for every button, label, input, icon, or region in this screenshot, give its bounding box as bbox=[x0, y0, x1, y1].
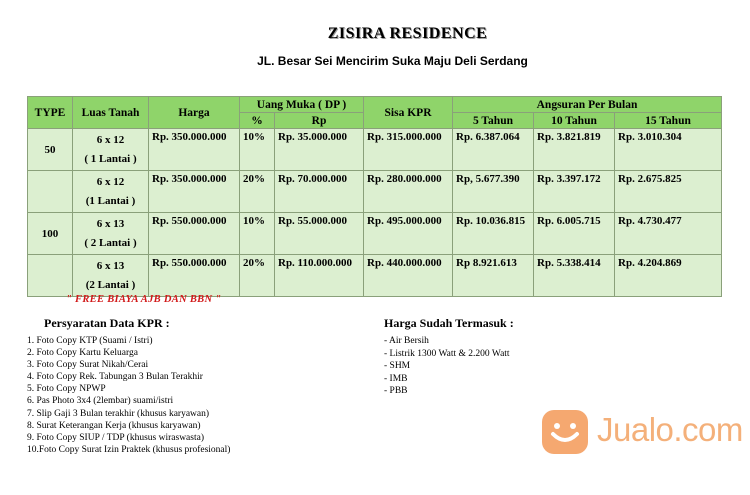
cell-dp: Rp. 110.000.000 bbox=[275, 255, 364, 297]
table-row bbox=[28, 255, 722, 297]
header-5-tahun: 5 Tahun bbox=[453, 113, 534, 129]
cell-10-tahun: Rp. 6.005.715 bbox=[534, 213, 615, 255]
cell-type bbox=[28, 171, 73, 213]
address-subtitle: JL. Besar Sei Mencirim Suka Maju Deli Serdang bbox=[257, 54, 528, 68]
list-item: - SHM bbox=[384, 361, 411, 372]
header-sisa-kpr: Sisa KPR bbox=[364, 97, 453, 129]
requirements-list bbox=[27, 335, 230, 456]
cell-luas: 6 x 12 (1 Lantai ) bbox=[73, 171, 149, 213]
cell-type: 50 bbox=[28, 129, 73, 171]
cell-type bbox=[28, 255, 73, 297]
list-item: - Listrik 1300 Watt & 2.200 Watt bbox=[384, 348, 510, 359]
watermark-text: Jualo.com bbox=[597, 411, 743, 448]
cell-harga: Rp. 350.000.000 bbox=[149, 171, 240, 213]
header-15-tahun: 15 Tahun bbox=[615, 113, 722, 129]
list-item: 9. Foto Copy SIUP / TDP (khusus wiraswasta) bbox=[27, 432, 204, 443]
list-item: - PBB bbox=[384, 386, 408, 397]
document-title: ZISIRA RESIDENCE bbox=[327, 25, 488, 42]
header-uang-muka: Uang Muka ( DP ) bbox=[240, 97, 364, 113]
included-list bbox=[384, 335, 510, 398]
header-percent: % bbox=[240, 113, 275, 129]
price-table bbox=[27, 96, 722, 297]
cell-percent: 10% bbox=[240, 129, 275, 171]
list-item: 1. Foto Copy KTP (Suami / Istri) bbox=[27, 336, 153, 346]
cell-luas: 6 x 12 ( 1 Lantai ) bbox=[73, 129, 149, 171]
smile-badge-icon bbox=[542, 410, 588, 454]
list-item: - Air Bersih bbox=[384, 336, 429, 346]
list-item: - IMB bbox=[384, 373, 408, 384]
header-type: TYPE bbox=[28, 97, 73, 129]
header-rp: Rp bbox=[275, 113, 364, 129]
cell-type: 100 bbox=[28, 213, 73, 255]
cell-harga: Rp. 550.000.000 bbox=[149, 255, 240, 297]
list-item: 8. Surat Keterangan Kerja (khusus karyawan) bbox=[27, 420, 201, 431]
cell-sisa: Rp. 440.000.000 bbox=[364, 255, 453, 297]
table-row bbox=[28, 171, 722, 213]
cell-percent: 20% bbox=[240, 255, 275, 297]
cell-percent: 20% bbox=[240, 171, 275, 213]
cell-dp: Rp. 55.000.000 bbox=[275, 213, 364, 255]
cell-harga: Rp. 350.000.000 bbox=[149, 129, 240, 171]
cell-15-tahun: Rp. 3.010.304 bbox=[615, 129, 722, 171]
cell-luas: 6 x 13 (2 Lantai ) bbox=[73, 255, 149, 297]
cell-percent: 10% bbox=[240, 213, 275, 255]
list-item: 7. Slip Gaji 3 Bulan terakhir (khusus karyawan) bbox=[27, 408, 210, 419]
header-10-tahun: 10 Tahun bbox=[534, 113, 615, 129]
requirements-title: Persyaratan Data KPR : bbox=[44, 316, 170, 330]
cell-5-tahun: Rp, 5.677.390 bbox=[453, 171, 534, 213]
list-item: 3. Foto Copy Surat Nikah/Cerai bbox=[27, 360, 149, 371]
cell-15-tahun: Rp. 4.730.477 bbox=[615, 213, 722, 255]
cell-10-tahun: Rp. 3.821.819 bbox=[534, 129, 615, 171]
free-fee-note: " FREE BIAYA AJB DAN BBN " bbox=[66, 294, 222, 305]
cell-10-tahun: Rp. 3.397.172 bbox=[534, 171, 615, 213]
cell-dp: Rp. 35.000.000 bbox=[275, 129, 364, 171]
included-title: Harga Sudah Termasuk : bbox=[384, 316, 514, 330]
list-item: 10.Foto Copy Surat Izin Praktek (khusus profesional) bbox=[27, 444, 231, 455]
cell-dp: Rp. 70.000.000 bbox=[275, 171, 364, 213]
jualo-watermark bbox=[542, 408, 742, 458]
list-item: 4. Foto Copy Rek. Tabungan 3 Bulan Terakhir bbox=[27, 372, 203, 383]
header-angsuran: Angsuran Per Bulan bbox=[453, 97, 722, 113]
header-luas-tanah: Luas Tanah bbox=[73, 97, 149, 129]
cell-sisa: Rp. 495.000.000 bbox=[364, 213, 453, 255]
cell-harga: Rp. 550.000.000 bbox=[149, 213, 240, 255]
cell-sisa: Rp. 280.000.000 bbox=[364, 171, 453, 213]
cell-5-tahun: Rp. 10.036.815 bbox=[453, 213, 534, 255]
header-harga: Harga bbox=[149, 97, 240, 129]
list-item: 6. Pas Photo 3x4 (2lembar) suami/istri bbox=[27, 396, 174, 407]
cell-10-tahun: Rp. 5.338.414 bbox=[534, 255, 615, 297]
cell-15-tahun: Rp. 4.204.869 bbox=[615, 255, 722, 297]
list-item: 2. Foto Copy Kartu Keluarga bbox=[27, 348, 138, 359]
list-item: 5. Foto Copy NPWP bbox=[27, 384, 106, 395]
cell-luas: 6 x 13 ( 2 Lantai ) bbox=[73, 213, 149, 255]
table-row bbox=[28, 129, 722, 171]
cell-5-tahun: Rp. 6.387.064 bbox=[453, 129, 534, 171]
cell-5-tahun: Rp 8.921.613 bbox=[453, 255, 534, 297]
cell-15-tahun: Rp. 2.675.825 bbox=[615, 171, 722, 213]
table-row bbox=[28, 213, 722, 255]
cell-sisa: Rp. 315.000.000 bbox=[364, 129, 453, 171]
